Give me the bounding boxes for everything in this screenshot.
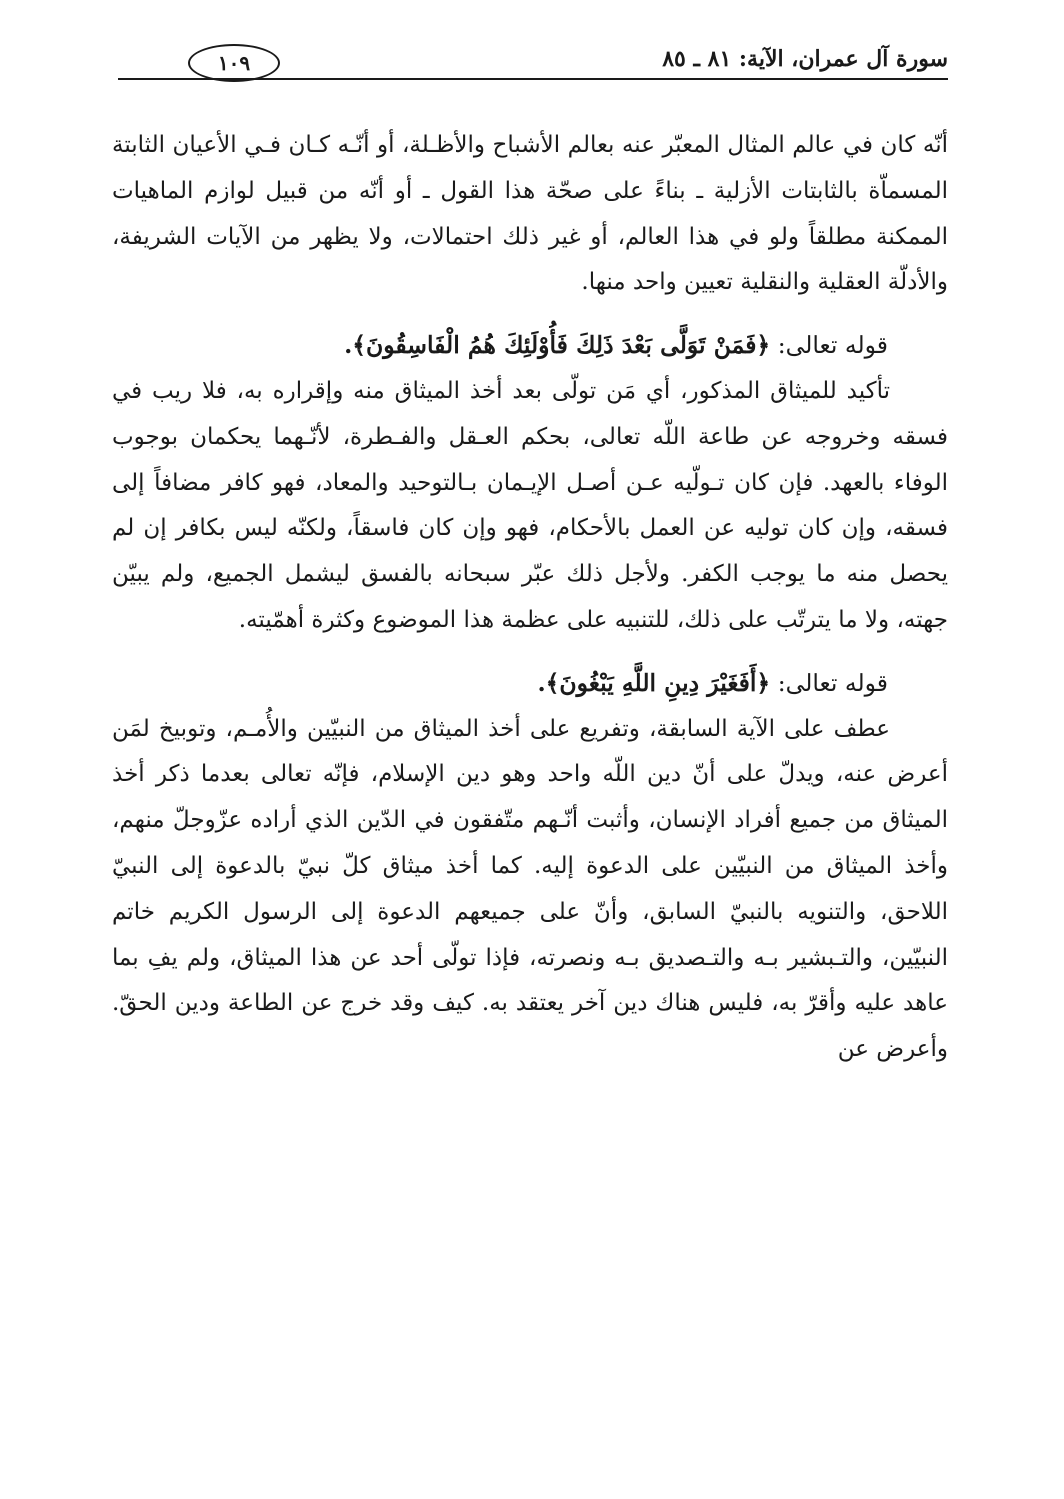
running-title: سورة آل عمران، الآية: ٨١ ـ ٨٥ [662,46,948,72]
verse-heading-1 [112,323,948,369]
paragraph-continuation: أنّه كان في عالم المثال المعبّر عنه بعالم الأشباح والأظـلة، أو أنّـه كـان فـي الأعيان الثابتة المسماّة بالثابتات الأزلية ـ بناءً على صحّة هذا القول ـ أو أنّه من قبيل لوازم الماهيات الممكنة مطلقاً ولو في هذا العالم، أو غير ذلك احتمالات، ولا يظهر من الآيات الشريفة، والأدلّة العقلية والنقلية تعيين واحد منها. [112,132,948,296]
quran-verse: ﴿فَمَنْ تَوَلَّى بَعْدَ ذَلِكَ فَأُوْلَئِكَ هُمُ الْفَاسِقُونَ﴾. [344,331,771,360]
verse-heading-label: قوله تعالى: [777,331,888,360]
paragraph-commentary-1: تأكيد للميثاق المذكور، أي مَن تولّى بعد أخذ الميثاق منه وإقراره به، فلا ريب في فسقه وخروجه عن طاعة اللّه تعالى، بحكم العـقل والفـطرة، لأنّـهما يحكمان بوجوب الوفاء بالعهد. فإن كان تـولّيه عـن أصـل الإيـمان بـالتوحيد والمعاد، فهو كافر مضافاً إلى فسقه، وإن كان توليه عن العمل بالأحكام، فهو وإن كان فاسقاً، ولكنّه ليس بكافر إن لم يحصل منه ما يوجب الكفر. ولأجل ذلك عبّر سبحانه بالفسق ليشمل الجميع، ولم يبيّن جهته، ولا ما يترتّب على ذلك، للتنبيه على عظمة هذا الموضوع وكثرة أهمّيته. [112,377,948,633]
page-body [112,123,948,1073]
quran-verse: ﴿أَفَغَيْرَ دِينِ اللَّهِ يَبْغُونَ﴾. [537,668,771,697]
page-number-badge: ١٠٩ [188,44,280,82]
verse-heading-label: قوله تعالى: [777,668,888,697]
paragraph-commentary-2: عطف على الآية السابقة، وتفريع على أخذ الميثاق من النبيّين والأُمـم، وتوبيخ لمَن أعرض عنه، ويدلّ على أنّ دين اللّه واحد وهو دين الإسلام، فإنّه تعالى بعدما ذكر أخذ الميثاق من جميع أفراد الإنسان، وأثبت أنّـهم متّفقون في الدّين الذي أراده عزّوجلّ منهم، وأخذ الميثاق من النبيّين على الدعوة إليه. كما أخذ ميثاق كلّ نبيّ بالدعوة إلى النبيّ اللاحق، والتنويه بالنبيّ السابق، وأنّ على جميعهم الدعوة إلى الرسول الكريم خاتم النبيّين، والتـبشير بـه والتـصديق بـه ونصرته، فإذا تولّى أحد عن هذا الميثاق، ولم يفِ بما عاهد عليه وأقرّ به، فليس هناك دين آخر يعتقد به. كيف وقد خرج عن الطاعة ودين الحقّ. وأعرض عن [112,715,948,1063]
page-header [118,40,948,88]
header-rule [118,78,948,80]
verse-heading-2 [112,661,948,707]
